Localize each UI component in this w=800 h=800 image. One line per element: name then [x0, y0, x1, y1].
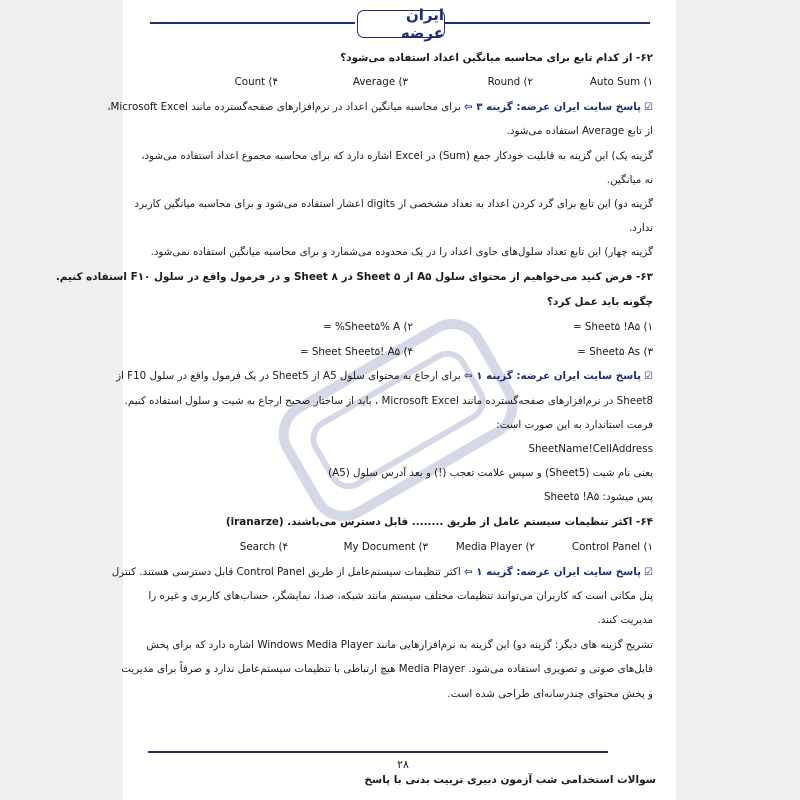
question-64: ۶۴- اکثر تنظیمات سیستم عامل از طریق ........ قابل دسترس می‌باشند. (iranarze): [225, 516, 653, 528]
q64-answer-line-3: مدیریت کنند.: [597, 614, 653, 626]
q64-other-options: تشریح گزینه های دیگر: گزینه دو) این گزینه به نرم‌افزارهایی مانند Windows Media Player اشاره دارد که برای پخش: [146, 639, 653, 651]
question-63-line-2: چگونه باید عمل کرد؟: [546, 296, 653, 308]
header-rule-right: [445, 22, 650, 24]
q63-option-4: ۴) Sheet Sheet۵! A۵ =: [299, 346, 413, 358]
q63-option-2: ۲) Sheet۵% A% =: [323, 321, 413, 333]
q63-answer-line-3: فرمت استاندارد به این صورت است:: [496, 419, 653, 431]
q62-answer-line-2: از تابع Average استفاده می‌شود.: [506, 125, 653, 137]
q63-explain: یعنی نام شیت (Sheet5) و سپس علامت تعجب (!) و بعد آدرس سلول (A5): [328, 467, 653, 479]
q62-option2-explain-2: ندارد.: [629, 222, 653, 234]
q64-option-4: ۴) Search: [239, 541, 288, 553]
q64-answer-line-2: پنل مکانی است که کاربران می‌توانند تنظیمات مختلف سیستم مانند شبکه، صدا، نمایشگر، حساب‌های کاربری و غیره را: [148, 590, 653, 602]
logo-text: ایران عرضه: [400, 6, 444, 42]
answer-text: برای ارجاع به محتوای سلول A5 از Sheet5 در یک فرمول واقع در سلول F10 از: [116, 370, 461, 382]
q62-answer-line-1: [107, 101, 653, 114]
q64-option-2: ۲) Media Player: [455, 541, 535, 553]
checkbox-icon: ☑: [644, 102, 653, 113]
q64-option-3: ۳) My Document: [343, 541, 428, 553]
q64-answer-line-1: [111, 566, 653, 579]
q62-option-4: ۴) Count: [234, 76, 278, 88]
footer-title: سوالات استخدامی شب آزمون دبیری تربیت بدنی با پاسخ: [364, 774, 656, 786]
answer-text: اکثر تنظیمات سیستم‌عامل از طریق Control Panel قابل دسترسی هستند. کنترل: [111, 566, 461, 578]
answer-text: برای محاسبه میانگین اعداد در نرم‌افزارهای صفحه‌گسترده مانند Microsoft Excel،: [107, 101, 461, 113]
q62-option-3: ۳) Average: [352, 76, 408, 88]
q64-other-options-2: فایل‌های صوتی و تصویری استفاده می‌شود. Media Player هیچ ارتباطی با تنظیمات سیستم‌عامل ندارد و صرفاً برای مدیریت: [121, 663, 653, 675]
checkbox-icon: ☑: [644, 567, 653, 578]
q64-other-options-3: و پخش محتوای چندرسانه‌ای طراحی شده است.: [447, 688, 653, 700]
answer-label: پاسخ سایت ایران عرضه: گزینه ۱ ⇦: [463, 566, 642, 578]
q63-option-1: ۱) Sheet۵ !A۵ =: [572, 321, 653, 333]
q62-option-1: ۱) Auto Sum: [589, 76, 653, 88]
q62-option2-explain: گزینه دو) این تابع برای گرد کردن اعداد به تعداد مشخصی از digits اعشار استفاده می‌شود و برای محاسبه میانگین کاربرد: [134, 198, 653, 210]
footer-rule: [148, 751, 608, 753]
page-number: ۲۸: [397, 758, 409, 771]
q63-format: SheetName!CellAddress: [528, 443, 653, 455]
q62-option1-explain-2: نه میانگین.: [606, 174, 653, 186]
question-63: ۶۳- فرض کنید می‌خواهیم از محتوای سلول A۵ از Sheet ۵ در Sheet ۸ و در فرمول واقع در سلول F۱۰ استفاده کنیم.: [55, 271, 653, 283]
q63-answer-line-2: Sheet8 در نرم‌افزارهای صفحه‌گسترده مانند Microsoft Excel ، باید از ساختار صحیح ارجاع به شیت و سلول استفاده کنیم.: [124, 395, 653, 407]
q63-answer-line-1: [116, 370, 653, 383]
answer-label: پاسخ سایت ایران عرضه: گزینه ۱ ⇦: [463, 370, 642, 382]
header-logo: [357, 6, 445, 42]
q62-option-2: ۲) Round: [487, 76, 533, 88]
q63-result: پس میشود: Sheet۵ !A۵: [543, 491, 653, 503]
header-rule-left: [150, 22, 355, 24]
q62-option4-explain: گزینه چهار) این تابع تعداد سلول‌های حاوی اعداد را در یک محدوده می‌شمارد و برای محاسبه میانگین استفاده نمی‌شود.: [150, 246, 653, 258]
answer-label: پاسخ سایت ایران عرضه: گزینه ۳ ⇦: [463, 101, 642, 113]
q62-option1-explain: گزینه یک) این گزینه به قابلیت خودکار جمع (Sum) در Excel اشاره دارد که برای محاسبه مجموع اعداد استفاده می‌شود،: [141, 150, 653, 162]
question-62: ۶۲- از کدام تابع برای محاسبه میانگین اعداد استفاده می‌شود؟: [340, 52, 653, 64]
q63-option-3: ۳) Sheet۵ As =: [577, 346, 653, 358]
q64-option-1: ۱) Control Panel: [571, 541, 653, 553]
checkbox-icon: ☑: [644, 371, 653, 382]
